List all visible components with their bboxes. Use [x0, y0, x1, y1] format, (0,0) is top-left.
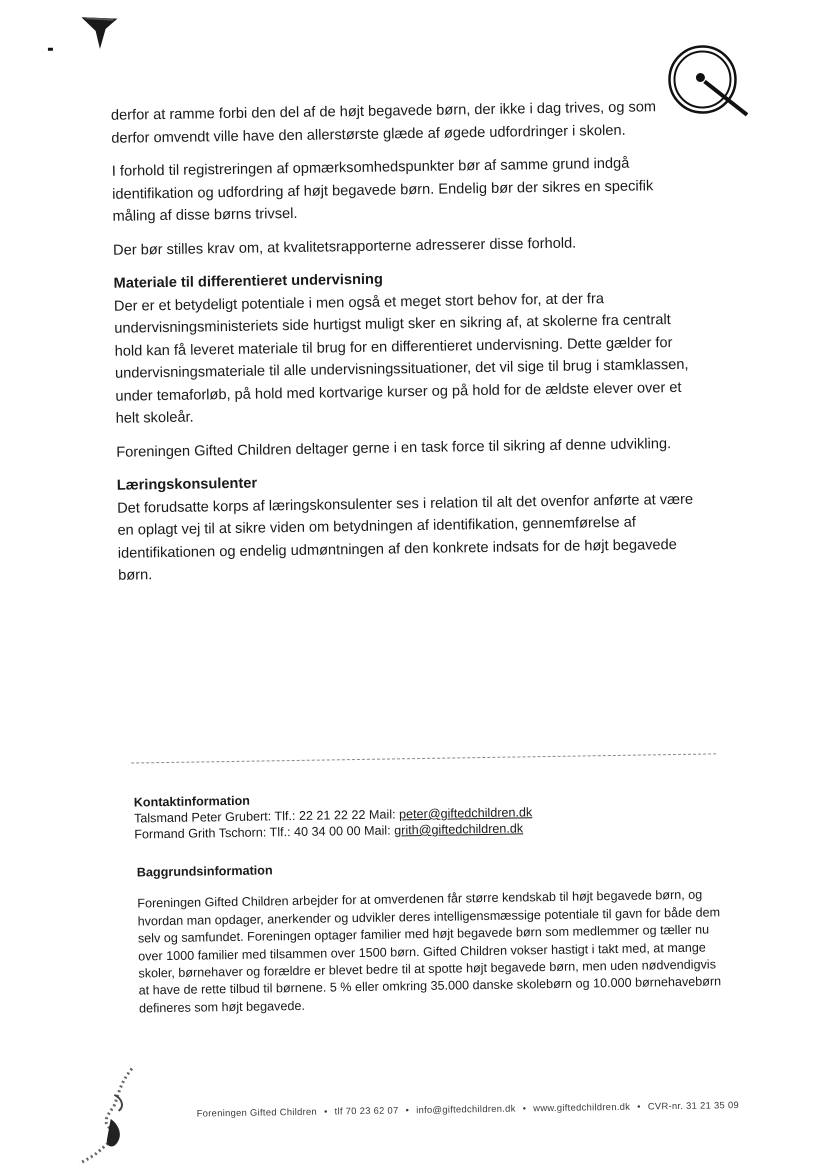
laerings-paragraph-1: Det forudsatte korps af læringskonsulenter ses i relation til alt det ovenfor anførte at være en oplagt vej til at sikre viden om betydningen af identifikation, gennemførelse af identifikationen og endelig udmøntningen af den konkrete indsats for de højt begavede børn. — [117, 491, 694, 584]
contact-line-2-text: Formand Grith Tschorn: Tlf.: 40 34 00 00 Mail: — [134, 823, 395, 842]
email-link-grith[interactable]: grith@giftedchildren.dk — [394, 821, 524, 838]
footer-org: Foreningen Gifted Children — [196, 1105, 318, 1119]
intro-paragraph-1: derfor at ramme forbi den del af de højt begavede børn, der ikke i dag trives, og som derfor omvendt ville have den allerstørste glæde af øgede udfordringer i skolen. — [110, 99, 657, 147]
footer-email[interactable]: info@giftedchildren.dk — [416, 1102, 516, 1116]
scan-dot — [48, 48, 53, 51]
background-heading: Baggrundsinformation — [136, 863, 273, 880]
background-text: Foreningen Gifted Children arbejder for at omverdenen får større kendskab til højt begavede børn, og hvordan man opdager, anerkender og udvikler deres intelligensmæssige potentiale til gavn for både dem selv og samfundet. Foreningen optager familier med højt begavede børn som medlemmer og tæller nu over 1000 familier med tilsammen over 1500 børn. Gifted Children vokser hastigt i takt med, at mange skoler, børnehaver og forældre er blevet bedre til at spotte højt begavede børn, men uden nødvendigvis at have de rette tilbud til børnene. 5 % eller omkring 35.000 danske skolebørn og 10.000 børnehavebørn defineres som højt begavede. — [137, 888, 722, 1016]
contact-block — [134, 785, 725, 842]
page-footer — [197, 1098, 797, 1118]
scan-wedge-icon — [79, 15, 120, 52]
footer-separator: • — [323, 1105, 328, 1117]
materiale-heading: Materiale til differentieret undervisning — [113, 271, 383, 292]
background-block — [137, 855, 729, 1017]
footer-separator: • — [637, 1100, 641, 1112]
divider-line — [131, 753, 716, 763]
materiale-paragraph-1: Der er et betydeligt potentiale i men også et meget stort behov for, at der fra undervisningsministeriets side hurtigst muligt sker en sikring af, at skolerne fra centralt hold kan få leveret materiale til brug for en differentieret undervisning. Dette gælder for undervisningsmateriale til alle undervisningssituationer, det vil sige til brug i stamklassen, under temaforløb, på hold med kortvarige kurser og på hold for de ældste elever over et helt skoleår. — [113, 290, 689, 427]
footer-separator: • — [522, 1102, 527, 1114]
contact-heading: Kontaktinformation — [133, 793, 251, 810]
intro-paragraph-2: I forhold til registreringen af opmærksomhedspunkter bør af samme grund indgå identifikation og udfordring af højt begavede børn. Endelig bør der sikres en specifik måling af disse børns trivsel. — [111, 155, 654, 225]
laerings-heading: Læringskonsulenter — [116, 475, 258, 494]
footer-web[interactable]: www.giftedchildren.dk — [533, 1100, 631, 1114]
footer-phone: tlf 70 23 62 07 — [334, 1104, 399, 1117]
contact-line-1-text: Talsmand Peter Grubert: Tlf.: 22 21 22 22 Mail: — [133, 807, 400, 826]
scan-smudge — [70, 1064, 152, 1165]
materiale-paragraph-2: Foreningen Gifted Children deltager gerne i en task force til sikring af denne udvikling. — [116, 435, 672, 461]
footer-separator: • — [405, 1104, 410, 1116]
footer-cvr: CVR-nr. 31 21 35 09 — [647, 1099, 740, 1112]
intro-paragraph-3: Der bør stilles krav om, at kvalitetsrapporterne adresserer disse forhold. — [112, 235, 577, 259]
main-text — [111, 96, 704, 599]
email-link-peter[interactable]: peter@giftedchildren.dk — [398, 805, 533, 822]
